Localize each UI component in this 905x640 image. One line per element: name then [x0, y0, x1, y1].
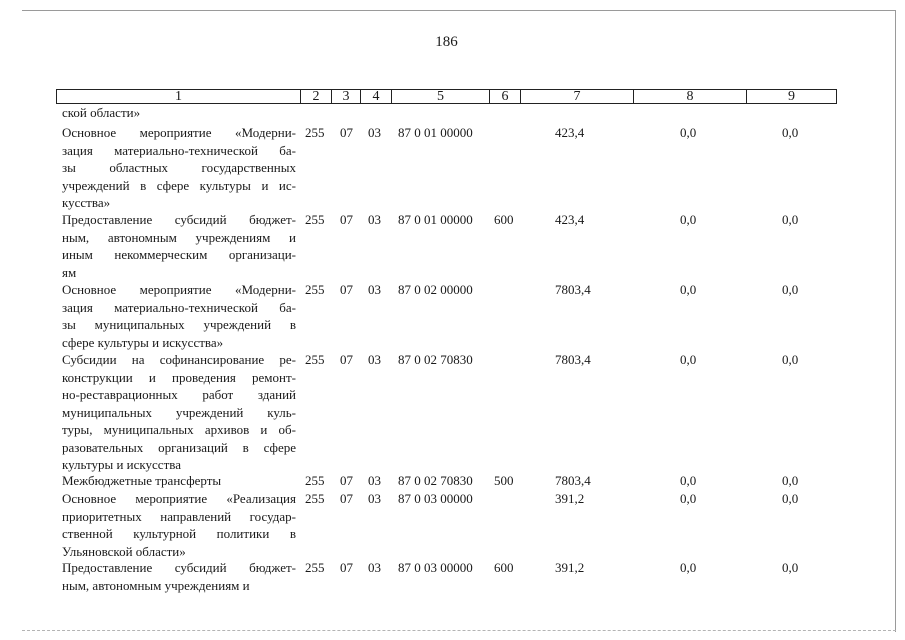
page-number: 186 — [435, 34, 458, 50]
description-line: Ульяновской области» — [62, 543, 186, 559]
grbs-code: 255 — [305, 352, 325, 367]
description-line: ным, автономным учреждениям и — [62, 577, 250, 593]
expense-type-code: 600 — [494, 560, 514, 575]
description-line: Основное мероприятие «Модерни- — [62, 282, 296, 297]
target-article-code: 87 0 03 00000 — [398, 491, 473, 506]
description-line: приоритетных направлений государ- — [62, 508, 296, 524]
subsection-code: 03 — [368, 560, 381, 575]
header-col-9: 9 — [788, 89, 795, 104]
description-line: но-реставрационных работ зданий — [62, 387, 296, 402]
amount-col-7: 391,2 — [555, 560, 585, 575]
description-line: ным, автономным учреждениям и — [62, 229, 296, 245]
table-header-row — [56, 89, 837, 104]
description-line: зация материально-технической ба- — [62, 142, 296, 158]
amount-col-8: 0,0 — [680, 125, 697, 140]
amount-col-9: 0,0 — [782, 473, 799, 488]
grbs-code: 255 — [305, 212, 325, 227]
amount-col-9: 0,0 — [782, 491, 799, 506]
amount-col-9: 0,0 — [782, 352, 799, 367]
row-description — [62, 124, 296, 212]
description-line: зы муниципальных учреждений в — [62, 317, 296, 332]
row-description — [62, 281, 296, 351]
description-line: Межбюджетные трансферты — [62, 473, 222, 488]
target-article-code: 87 0 01 00000 — [398, 125, 473, 140]
subsection-code: 03 — [368, 212, 381, 227]
description-line: ям — [62, 264, 77, 280]
target-article-code: 87 0 02 70830 — [398, 473, 473, 488]
amount-col-7: 391,2 — [555, 491, 585, 506]
description-line: Основное мероприятие «Модерни- — [62, 125, 296, 140]
page-border-top — [22, 10, 896, 11]
section-code: 07 — [340, 473, 353, 488]
header-col-8: 8 — [634, 90, 747, 103]
description-line: сфере культуры и искусства» — [62, 334, 224, 350]
target-article-code: 87 0 02 00000 — [398, 282, 473, 297]
description-line: разовательных организаций в сфере — [62, 439, 296, 455]
section-code: 07 — [340, 125, 353, 140]
description-line: зация материально-технической ба- — [62, 299, 296, 315]
description-line: муниципальных учреждений куль- — [62, 404, 296, 420]
amount-col-7: 423,4 — [555, 125, 585, 140]
section-code: 07 — [340, 282, 353, 297]
description-line: зы областных государственных — [62, 160, 296, 175]
amount-col-8: 0,0 — [680, 491, 697, 506]
description-line: учреждений в сфере культуры и ис- — [62, 177, 296, 193]
page-border-bottom — [22, 630, 896, 631]
description-line: ственной культурной политики в — [62, 526, 296, 541]
header-col-4: 4 — [361, 90, 392, 103]
amount-col-9: 0,0 — [782, 282, 799, 297]
expense-type-code: 500 — [494, 473, 514, 488]
description-line: конструкции и проведения ремонт- — [62, 369, 296, 385]
section-code: 07 — [340, 352, 353, 367]
description-line: Предоставление субсидий бюджет- — [62, 560, 296, 575]
subsection-code: 03 — [368, 282, 381, 297]
amount-col-7: 7803,4 — [555, 352, 591, 367]
row-description — [62, 211, 296, 281]
amount-col-8: 0,0 — [680, 352, 697, 367]
row-description — [62, 351, 296, 474]
header-col-7: 7 — [521, 90, 634, 103]
description-line: Предоставление субсидий бюджет- — [62, 212, 296, 227]
amount-col-8: 0,0 — [680, 473, 697, 488]
section-code: 07 — [340, 560, 353, 575]
amount-col-9: 0,0 — [782, 125, 799, 140]
header-col-1: 1 — [57, 90, 301, 103]
expense-type-code: 600 — [494, 212, 514, 227]
target-article-code: 87 0 03 00000 — [398, 560, 473, 575]
page-border-right — [895, 10, 896, 632]
continued-fragment: ской области» — [62, 105, 141, 120]
header-col-6: 6 — [490, 90, 521, 103]
amount-col-9: 0,0 — [782, 212, 799, 227]
subsection-code: 03 — [368, 352, 381, 367]
target-article-code: 87 0 02 70830 — [398, 352, 473, 367]
grbs-code: 255 — [305, 125, 325, 140]
description-line: иным некоммерческим организаци- — [62, 247, 296, 262]
row-description — [62, 490, 296, 560]
row-description — [62, 559, 296, 594]
grbs-code: 255 — [305, 473, 325, 488]
description-line: Основное мероприятие «Реализация — [62, 491, 296, 506]
description-line: туры, муниципальных архивов и об- — [62, 422, 296, 437]
description-line: кусства» — [62, 195, 111, 210]
amount-col-8: 0,0 — [680, 282, 697, 297]
amount-col-7: 7803,4 — [555, 473, 591, 488]
amount-col-7: 423,4 — [555, 212, 585, 227]
grbs-code: 255 — [305, 491, 325, 506]
description-line: Субсидии на софинансирование ре- — [62, 352, 296, 367]
header-col-2: 2 — [301, 90, 332, 103]
header-col-5: 5 — [392, 90, 490, 103]
amount-col-8: 0,0 — [680, 212, 697, 227]
section-code: 07 — [340, 212, 353, 227]
row-description — [62, 472, 296, 490]
description-line: культуры и искусства — [62, 457, 181, 472]
subsection-code: 03 — [368, 491, 381, 506]
amount-col-9: 0,0 — [782, 560, 799, 575]
grbs-code: 255 — [305, 560, 325, 575]
section-code: 07 — [340, 491, 353, 506]
header-col-3: 3 — [332, 90, 361, 103]
amount-col-7: 7803,4 — [555, 282, 591, 297]
target-article-code: 87 0 01 00000 — [398, 212, 473, 227]
amount-col-8: 0,0 — [680, 560, 697, 575]
grbs-code: 255 — [305, 282, 325, 297]
subsection-code: 03 — [368, 473, 381, 488]
subsection-code: 03 — [368, 125, 381, 140]
